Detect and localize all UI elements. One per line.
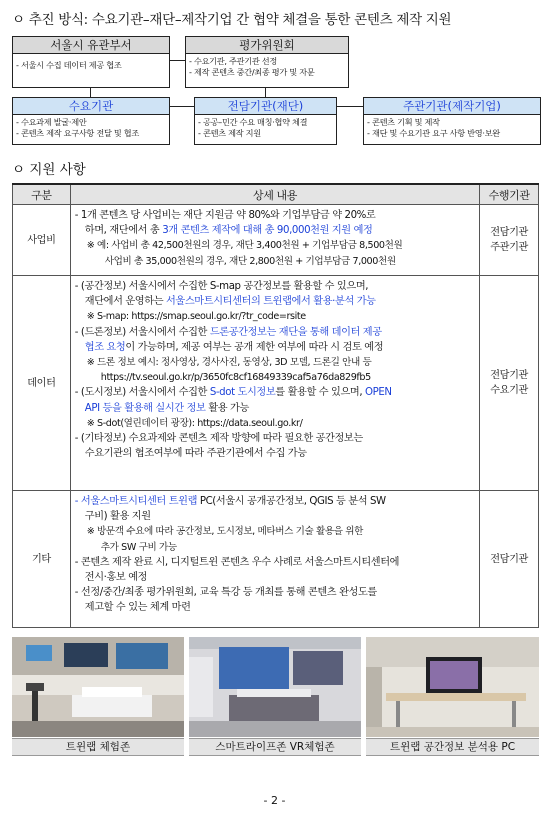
- box-title: 서울시 유관부서: [13, 37, 169, 54]
- box-item: - 콘텐츠 제작 지원: [198, 128, 261, 138]
- detail-line: - 서울스마트시티센터 트윈랩 PC(서울시 공개공간정보, QGIS 등 분석 SW 구비) 활용 지원: [74, 496, 386, 523]
- box-item: - 수요기관, 주관기관 선정: [189, 56, 277, 66]
- box-demand-agency: [12, 97, 170, 145]
- category-cell: 데이터: [13, 276, 71, 491]
- note-line: ※ S-dot(열린데이터 광장): https://data.seoul.go.kr/: [86, 417, 303, 429]
- box-evaluation-committee: [185, 36, 349, 88]
- table-row-budget: [13, 205, 539, 276]
- connector-line: [90, 88, 91, 97]
- organization-cell: 전담기관: [480, 491, 539, 628]
- photo-caption: 스마트라이프존 VR체험존: [189, 738, 361, 756]
- detail-line: - 선정/중간/최종 평가위원회, 교육 특강 등 개최를 통해 콘텐츠 완성도를 제고할 수 있는 체계 마련: [74, 587, 377, 614]
- category-cell: 사업비: [13, 205, 71, 276]
- box-item: - 제작 콘텐츠 중간/최종 평가 및 자문: [189, 67, 315, 77]
- box-dedicated-agency: [194, 97, 337, 145]
- note-line: ※ 예: 사업비 총 42,500천원의 경우, 재단 3,400천원 + 기업부담금 8,500천원: [86, 240, 403, 252]
- box-item: - 콘텐츠 기획 및 제작: [367, 117, 440, 127]
- support-table: [12, 183, 539, 628]
- header-details: 상세 내용: [70, 184, 479, 205]
- table-row-data: [13, 276, 539, 491]
- detail-line: - (드론정보) 서울시에서 수집한 드론공간정보는 재단을 통해 데이터 제공 협조 요청이 가능하며, 제공 여부는 공개 제한 여부에 따라 시 검토 예정: [74, 326, 384, 353]
- section-heading-method: ㅇ 추진 방식: 수요기관–재단–제작기업 간 협약 체결을 통한 콘텐츠 제작 지원: [12, 12, 452, 28]
- box-title: 평가위원회: [186, 37, 348, 54]
- box-item: - 공공–민간 수요 매칭·협약 체결: [198, 117, 308, 127]
- note-line: ※ 드론 정보 예시: 정사영상, 경사사진, 동영상, 3D 모델, 드론길 안내 등 https://tv.seoul.go.kr/p/3650fc8cf16849339caf5a76da829fb5: [86, 357, 372, 384]
- box-item: - 수요과제 발굴·제안: [16, 117, 87, 127]
- box-title: 주관기관(제작기업): [364, 98, 540, 115]
- organization-cell: 전담기관 주관기관: [480, 205, 539, 276]
- detail-line: - 1개 콘텐츠 당 사업비는 재단 지원금 약 80%와 기업부담금 약 20%로 하며, 재단에서 총 3개 콘텐츠 제작에 대해 총 90,000천원 지원 예정: [74, 210, 376, 237]
- detail-line: - (기타정보) 수요과제와 콘텐츠 제작 방향에 따라 필요한 공간정보는 수요기관의 협조여부에 따라 주관기관에서 수집 가능: [74, 433, 363, 460]
- box-seoul-department: [12, 36, 170, 88]
- header-organization: 수행기관: [480, 184, 539, 205]
- photo-gallery: [12, 637, 539, 755]
- details-cell: [70, 205, 479, 276]
- photo-twinlab-experience-zone: [12, 637, 184, 737]
- note-line: ※ S-map: https://smap.seoul.go.kr/?tr_code=rsite: [86, 311, 306, 323]
- connector-line: [335, 106, 363, 107]
- detail-line: - (공간정보) 서울시에서 수집한 S-map 공간정보를 활용할 수 있으며, 재단에서 운영하는 서울스마트시티센터의 트윈랩에서 활용·분석 가능: [74, 281, 376, 308]
- box-lead-agency: [363, 97, 541, 145]
- details-cell: [70, 491, 479, 628]
- organization-cell: 전담기관 수요기관: [480, 276, 539, 491]
- note-line: ※ 방문객 수요에 따라 공간정보, 도시정보, 메타버스 기술 활용을 위한 추가 SW 구비 가능: [86, 526, 363, 553]
- photo-caption: 트윈랩 체험존: [12, 738, 184, 756]
- photo-caption: 트윈랩 공간정보 분석용 PC: [366, 738, 539, 756]
- box-item: - 재단 및 수요기관 요구 사항 반영·보완: [367, 128, 500, 138]
- box-title: 전담기관(재단): [195, 98, 336, 115]
- box-item: - 콘텐츠 제작 요구사항 전달 및 협조: [16, 128, 139, 138]
- table-row-etc: [13, 491, 539, 628]
- detail-line: - (도시정보) 서울시에서 수집한 S-dot 도시정보를 활용할 수 있으며, OPEN API 등을 활용해 실시간 정보 활용 가능: [74, 387, 392, 414]
- details-cell: [70, 276, 479, 491]
- box-title: 수요기관: [13, 98, 169, 115]
- section-heading-support: ㅇ 지원 사항: [12, 162, 86, 178]
- photo-smartlife-vr-zone: [189, 637, 361, 737]
- detail-line: - 콘텐츠 제작 완료 시, 디지털트윈 콘텐츠 우수 사례로 서울스마트시티센터에 전시·홍보 예정: [74, 556, 400, 584]
- header-category: 구분: [13, 184, 71, 205]
- category-cell: 기타: [13, 491, 71, 628]
- connector-line: [168, 106, 194, 107]
- box-item: - 서울시 수집 데이터 제공 협조: [16, 60, 122, 70]
- page-number: - 2 -: [263, 794, 286, 807]
- table-header-row: [13, 184, 539, 205]
- connector-line: [168, 60, 185, 61]
- note-line: 사업비 총 35,000천원의 경우, 재단 2,800천원 + 기업부담금 7,000천원: [104, 255, 396, 267]
- photo-twinlab-gis-pc: [366, 637, 539, 737]
